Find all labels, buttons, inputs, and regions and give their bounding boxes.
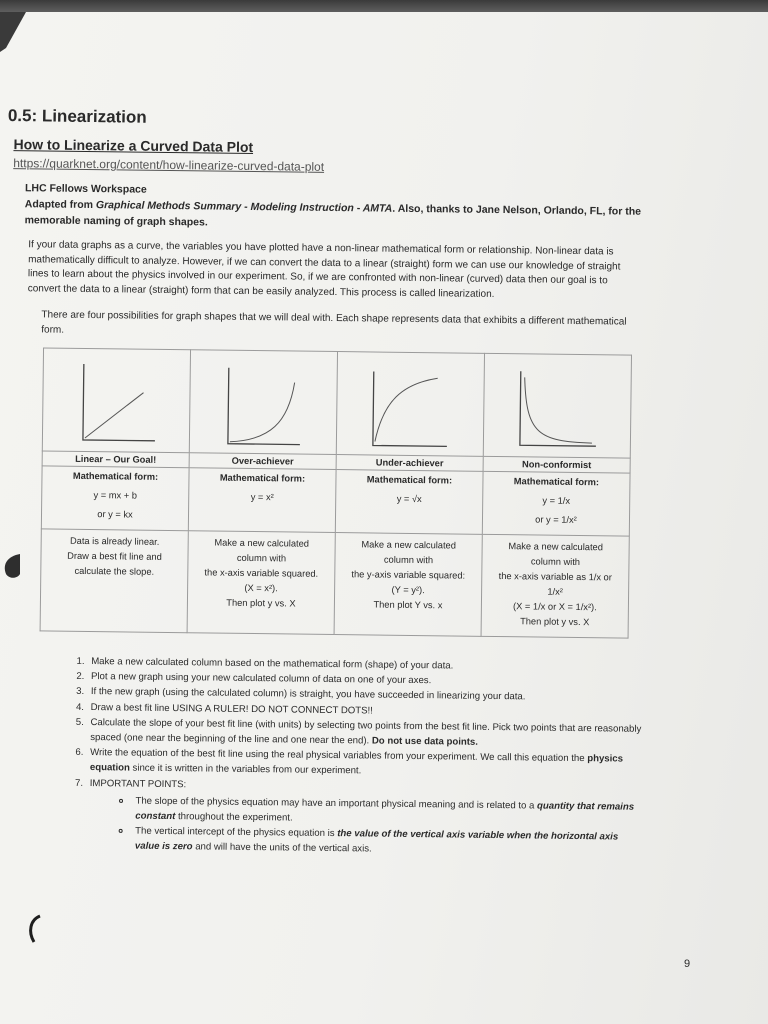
linear-graph-icon — [43, 349, 190, 451]
formula: y = x² — [250, 491, 274, 503]
instruction-line: the y-axis variable squared: — [351, 569, 466, 581]
step-emphasis: Do not use data points. — [371, 735, 479, 748]
instruction-line: Draw a best fit line and — [67, 550, 162, 562]
instruction-line: Then plot y vs. X — [520, 616, 590, 628]
section-title: 0.5: Linearization — [7, 106, 147, 127]
important-points-list — [117, 793, 646, 860]
point-emphasis: the value of the vertical axis variable when the horizontal axis value is zero — [134, 828, 619, 853]
point-text: The slope of the physics equation may have an important physical meaning and is related to a — [135, 795, 538, 812]
step-text: Calculate the slope of your best fit line (with units) by selecting two points from the best fit line. Pick two points that are reasonably spaced (one near the beginning of the line and one near the end). — [90, 716, 642, 747]
step-text: Write the equation of the best fit line using the real physical variables from your experiment. We call this equation the — [90, 747, 588, 765]
step-item: 3. If the new graph (using the calculated column) is straight, you have succeeded in linearizing your data. — [87, 684, 647, 706]
form-label: Mathematical form: — [72, 470, 159, 482]
instruction-line: Then plot Y vs. x — [373, 599, 443, 611]
document-title: How to Linearize a Curved Data Plot — [13, 136, 254, 155]
form-label: Mathematical form: — [513, 476, 600, 488]
binder-hole-icon — [0, 552, 22, 580]
increasing-curve-graph-icon — [190, 351, 337, 453]
non-conformist-graph-cell — [483, 353, 631, 458]
intro-paragraph: If your data graphs as a curve, the variables you have plotted have a non-linear mathematical form or relationship. Non-linear data is mathematically difficult to analyze. However, if we can convert the data to a linear (straight) form we can use our knowledge of straight lines to learn about the physics involved in our experiment. So, if we are confronted with non-linear (curved) data then our goal is to convert the data to a linear (straight) form that can be easily analyzed. This process is called linearization. — [27, 239, 621, 300]
shape-name: Over-achiever — [189, 453, 336, 470]
step-item: 2. Plot a new graph using your new calculated column of data on one of your axes. — [87, 669, 647, 691]
instruction-line: (X = 1/x or X = 1/x²). — [513, 601, 597, 613]
document-url: https://quarknet.org/content/how-linearize-curved-data-plot — [13, 156, 325, 174]
graph-row — [42, 348, 631, 458]
adapted-suffix: . Also, thanks to Jane Nelson, Orlando, FL, for the memorable naming of graph shapes. — [24, 202, 642, 229]
shape-name: Linear – Our Goal! — [42, 451, 189, 468]
over-achiever-graph-cell — [189, 350, 337, 455]
instruction-line: calculate the slope. — [74, 565, 155, 577]
credits — [25, 180, 648, 236]
workshop-credit: LHC Fellows Workspace — [24, 182, 147, 196]
formula: y = √x — [396, 493, 422, 505]
formula-cell — [41, 466, 189, 531]
point-item — [131, 824, 645, 861]
instruction-line: Then plot y vs. X — [226, 597, 296, 609]
leveling-curve-graph-icon — [337, 353, 484, 455]
graph-shapes-table — [40, 347, 632, 638]
binder-clip-icon — [22, 912, 50, 946]
step-emphasis: physics equation — [89, 753, 624, 774]
point-text-tail: and will have the units of the vertical axis. — [192, 841, 372, 855]
formula-alt: or y = 1/x² — [535, 514, 577, 525]
linear-graph-cell — [42, 348, 190, 453]
formula-alt: or y = kx — [97, 509, 133, 520]
instructions-cell — [481, 534, 629, 638]
adapted-prefix: Adapted from — [24, 198, 97, 212]
important-points-heading: IMPORTANT POINTS: — [89, 777, 187, 790]
instruction-line: Data is already linear. — [69, 535, 160, 547]
page-content — [0, 106, 648, 860]
formula-cell — [188, 468, 336, 533]
under-achiever-graph-cell — [336, 352, 484, 457]
formula-cell — [335, 470, 483, 535]
instruction-line: Make a new calculated — [508, 541, 603, 553]
instruction-line: (X = x²). — [244, 582, 278, 594]
instructions-cell — [334, 533, 482, 637]
formula-cell — [482, 471, 630, 536]
instructions-cell — [40, 529, 188, 633]
form-label: Mathematical form: — [219, 472, 306, 484]
step-text-tail: since it is written in the variables from our experiment. — [129, 762, 362, 777]
point-text-tail: throughout the experiment. — [175, 811, 293, 824]
step-item: 4. Draw a best fit line USING A RULER! DO NOT CONNECT DOTS!! — [87, 700, 647, 722]
adapted-credit — [25, 196, 647, 236]
instruction-line: column with — [383, 554, 434, 566]
linearization-steps — [69, 654, 647, 861]
decaying-curve-graph-icon — [484, 355, 631, 457]
instructions-row — [40, 529, 629, 638]
formula: y = 1/x — [542, 495, 571, 506]
form-label: Mathematical form: — [366, 474, 453, 486]
instructions-cell — [187, 531, 335, 635]
step-item: 1. Make a new calculated column based on the mathematical form (shape) of your data. — [87, 654, 647, 676]
step-item — [85, 776, 646, 861]
page-number: 9 — [684, 958, 691, 970]
point-emphasis: quantity that remains constant — [135, 800, 635, 823]
instruction-line: column with — [530, 556, 581, 568]
page-corner-fold — [0, 12, 30, 52]
document-page — [0, 12, 768, 1024]
instruction-line: 1/x² — [547, 586, 563, 597]
formula: y = mx + b — [93, 490, 138, 501]
shape-name: Non-conformist — [483, 456, 630, 473]
adapted-source: Graphical Methods Summary - Modeling Instruction - AMTA — [95, 199, 393, 215]
formula-row — [41, 466, 630, 536]
shapes-intro: There are four possibilities for graph shapes that we will deal with. Each shape represents data that exhibits a different mathematical form. — [41, 309, 627, 336]
instruction-line: column with — [236, 552, 287, 564]
instruction-line: the x-axis variable squared. — [204, 567, 319, 579]
point-text: The vertical intercept of the physics equation is — [135, 825, 338, 840]
instruction-line: (Y = y²). — [391, 584, 425, 596]
instruction-line: Make a new calculated — [214, 537, 310, 549]
instruction-line: the x-axis variable as 1/x or — [498, 571, 612, 583]
shape-name: Under-achiever — [336, 455, 483, 472]
instruction-line: Make a new calculated — [361, 539, 457, 551]
